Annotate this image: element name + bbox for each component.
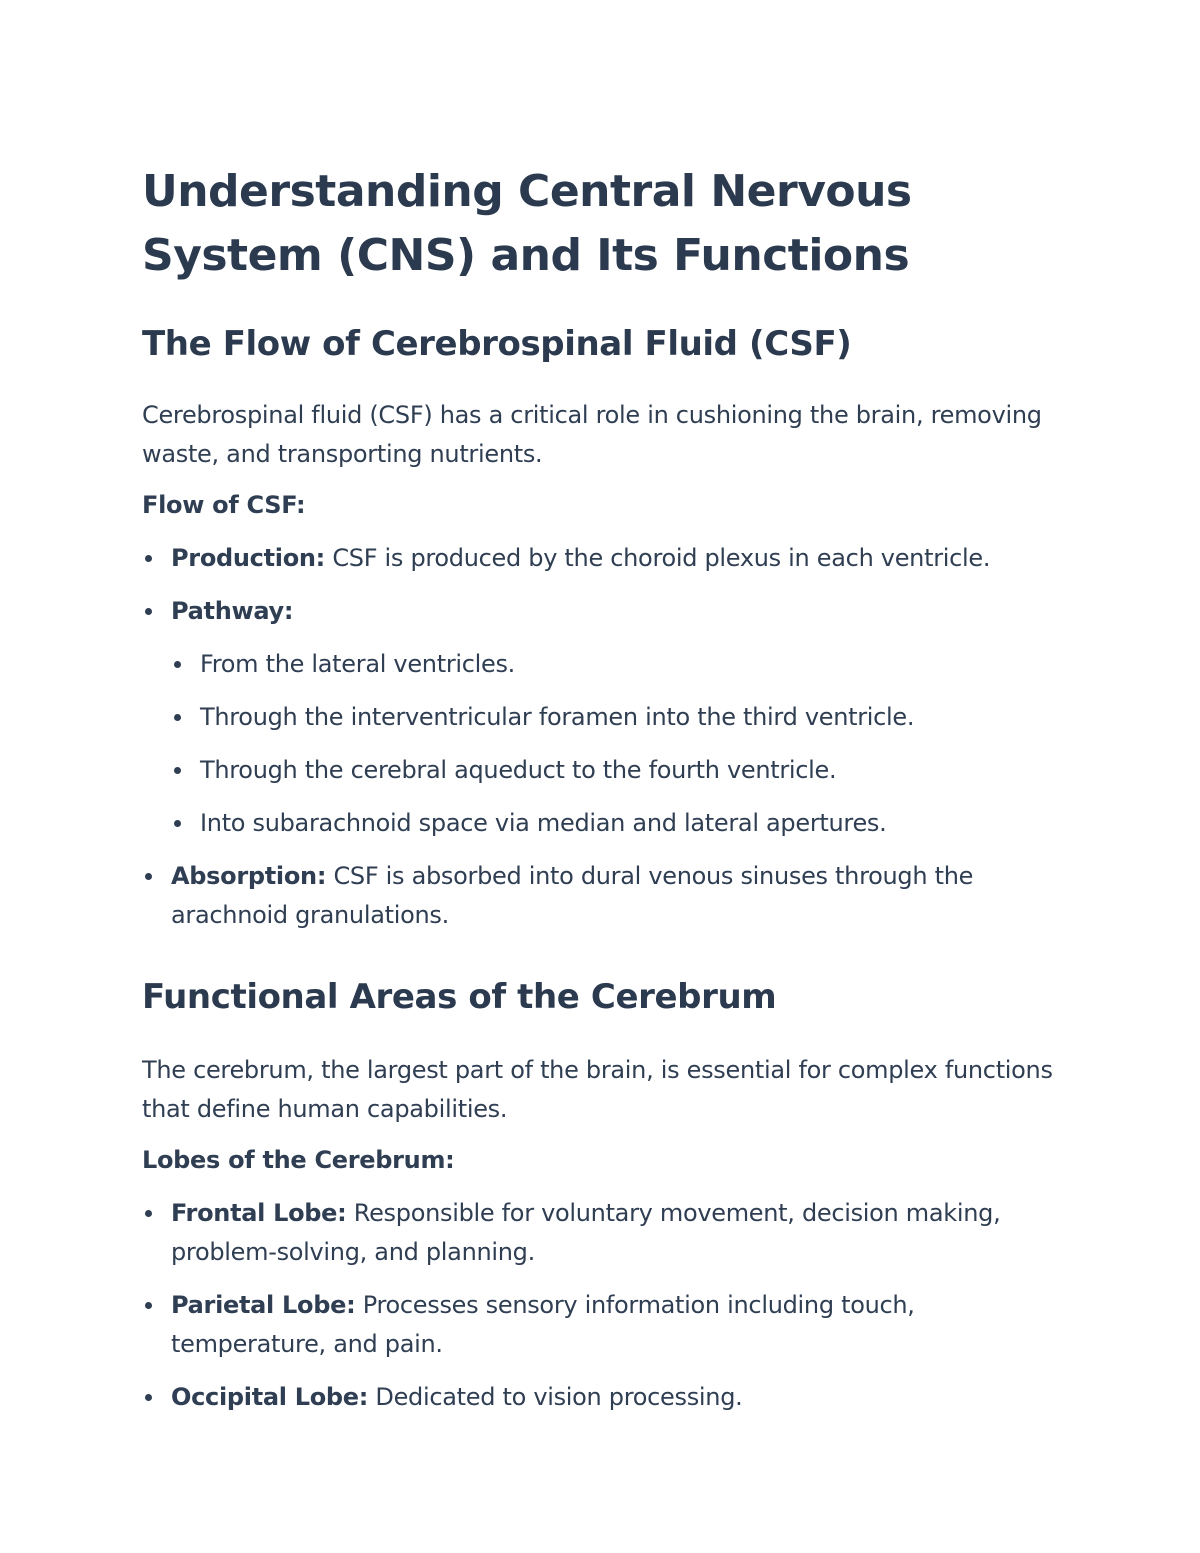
list-item-term: Production:: [171, 544, 325, 572]
section-intro-cerebrum: The cerebrum, the largest part of the brain, is essential for complex functions that define human capabilities.: [142, 1056, 1053, 1123]
list-item-frontal-lobe: [142, 1194, 1062, 1272]
list-item-parietal-lobe: [142, 1286, 1062, 1364]
list-item-absorption: [142, 857, 1062, 935]
section-heading-cerebrum: Functional Areas of the Cerebrum: [142, 977, 777, 1017]
list-item-term: Absorption:: [171, 862, 327, 890]
section-heading-csf-flow: The Flow of Cerebrospinal Fluid (CSF): [142, 324, 852, 364]
list-item-text: CSF is absorbed into dural venous sinuses through the arachnoid granulations.: [171, 862, 974, 929]
list-item-term: Frontal Lobe:: [171, 1199, 347, 1227]
list-item-production: [142, 539, 1062, 578]
list-item-pathway: [142, 592, 1062, 843]
csf-flow-list: [142, 539, 1062, 935]
list-item-text: Processes sensory information including touch, temperature, and pain.: [171, 1291, 915, 1358]
sublist-item: From the lateral ventricles.: [171, 645, 1062, 684]
page-title: Understanding Central Nervous System (CNS) and Its Functions: [142, 166, 912, 281]
list-item-term: Pathway:: [171, 597, 294, 625]
list-item-text: Responsible for voluntary movement, decision making, problem-solving, and planning.: [171, 1199, 1001, 1266]
sublist-item: Through the cerebral aqueduct to the fourth ventricle.: [171, 751, 1062, 790]
lobes-list: [142, 1194, 1062, 1417]
list-item-text: Dedicated to vision processing.: [368, 1383, 743, 1411]
list-item-occipital-lobe: [142, 1378, 1062, 1417]
list-label-flow-of-csf: Flow of CSF:: [142, 491, 306, 519]
list-label-lobes: Lobes of the Cerebrum:: [142, 1146, 455, 1174]
list-item-term: Occipital Lobe:: [171, 1383, 369, 1411]
sublist-item: Into subarachnoid space via median and lateral apertures.: [171, 804, 1062, 843]
section-intro-csf: Cerebrospinal fluid (CSF) has a critical role in cushioning the brain, removing waste, and transporting nutrients.: [142, 401, 1042, 468]
document-page: [142, 160, 1062, 1431]
list-item-text: CSF is produced by the choroid plexus in each ventricle.: [324, 544, 991, 572]
list-item-term: Parietal Lobe:: [171, 1291, 356, 1319]
sublist-item: Through the interventricular foramen into the third ventricle.: [171, 698, 1062, 737]
pathway-sublist: [171, 645, 1062, 843]
